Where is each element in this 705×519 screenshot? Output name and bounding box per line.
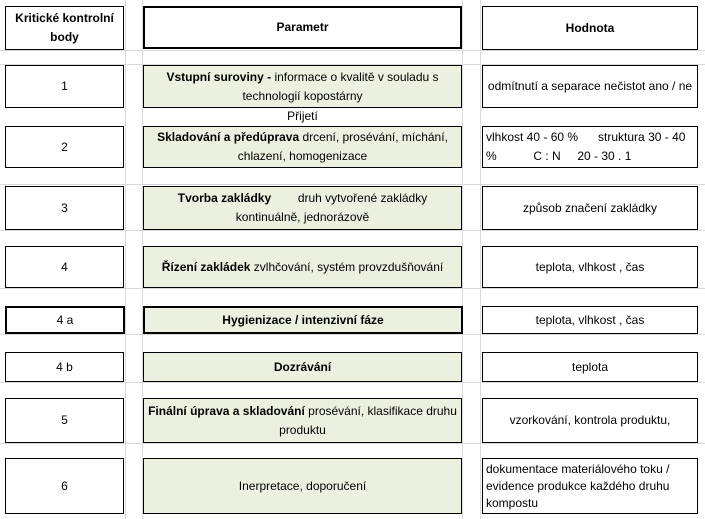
row-3-value bbox=[482, 186, 698, 230]
grid-line bbox=[0, 230, 705, 231]
value-text: teplota bbox=[571, 359, 609, 374]
parameter-text bbox=[148, 68, 457, 106]
between-label: Přijetí bbox=[287, 109, 318, 123]
value-line: evidence produkce každého druhu bbox=[486, 478, 670, 493]
row-3-parameter bbox=[143, 186, 462, 230]
header-parameter bbox=[143, 6, 462, 49]
row-1-id bbox=[5, 65, 124, 108]
parameter-bold: Řízení zakládek bbox=[161, 259, 251, 274]
row-6-id bbox=[5, 458, 124, 514]
parameter-bold: Vstupní suroviny - bbox=[166, 69, 272, 84]
row-4a-value bbox=[482, 306, 698, 334]
row-6-value bbox=[482, 458, 698, 514]
header-checkpoints-label: Kritické kontrolní body bbox=[15, 11, 114, 44]
row-id: 2 bbox=[61, 139, 68, 154]
parameter-text bbox=[162, 258, 443, 277]
parameter-bold: Tvorba zakládky bbox=[177, 191, 272, 205]
parameter-bold: Skladování a předúprava bbox=[157, 130, 300, 144]
parameter-detail: druh vytvořené zakládky kontinuálně, jednorázově bbox=[235, 191, 431, 224]
parameter-detail: zvlhčování, systém provzdušňování bbox=[250, 259, 444, 274]
row-2-parameter bbox=[143, 126, 462, 168]
parameter-detail: prosévání, klasifikace druhu produktu bbox=[279, 403, 457, 437]
parameter-bold: Hygienizace / intenzivní fáze bbox=[222, 312, 384, 327]
row-id: 3 bbox=[61, 200, 68, 215]
grid-line bbox=[0, 334, 705, 335]
row-5-value bbox=[482, 398, 698, 443]
row-6-parameter bbox=[143, 458, 462, 514]
row-4b-value bbox=[482, 352, 698, 382]
grid-line bbox=[0, 443, 705, 444]
grid-line bbox=[480, 0, 481, 519]
value-text: vzorkování, kontrola produktu, bbox=[509, 413, 671, 427]
value-text: způsob značení zakládky bbox=[522, 200, 658, 215]
grid-line bbox=[0, 184, 705, 185]
value-text: odmítnutí a separace nečistot ano / ne bbox=[487, 79, 693, 93]
value-line: vlhkost 40 - 60 % struktura 30 - 40 bbox=[486, 130, 686, 144]
row-id: 1 bbox=[61, 79, 68, 93]
row-1-value bbox=[482, 65, 698, 108]
grid-line bbox=[0, 382, 705, 383]
row-3-id bbox=[5, 186, 124, 230]
row-4a-id bbox=[5, 306, 125, 334]
parameter-detail: Inerpretace, doporučení bbox=[238, 478, 367, 493]
value-text: teplota, vlhkost , čas bbox=[535, 259, 645, 274]
header-value bbox=[482, 6, 698, 50]
row-id: 4 b bbox=[56, 359, 73, 374]
parameter-text bbox=[148, 128, 457, 166]
parameter-detail: drcení, prosévání, míchání, chlazení, homogenizace bbox=[237, 130, 448, 163]
row-5-parameter bbox=[143, 398, 462, 443]
row-4b-id bbox=[5, 352, 124, 382]
row-4-value bbox=[482, 246, 698, 288]
row-2-id bbox=[5, 126, 124, 168]
row-4a-parameter bbox=[143, 306, 463, 334]
header-parameter-label: Parametr bbox=[276, 20, 329, 34]
value-line: % C : N 20 - 30 . 1 bbox=[486, 149, 632, 163]
row-id: 5 bbox=[61, 413, 68, 427]
row-4-parameter bbox=[143, 246, 462, 288]
row-4-id bbox=[5, 246, 124, 288]
value-line: kompostu bbox=[486, 495, 539, 510]
parameter-text bbox=[148, 189, 457, 227]
grid-line bbox=[462, 0, 463, 519]
grid-line bbox=[125, 0, 126, 519]
header-checkpoints bbox=[5, 6, 124, 50]
row-5-id bbox=[5, 398, 124, 443]
parameter-bold: Finální úprava a skladování bbox=[148, 403, 305, 418]
value-line: dokumentace materiálového toku / bbox=[486, 461, 670, 476]
parameter-detail: informace o kvalitě v souladu s technologií kopostárny bbox=[242, 69, 439, 103]
value-text: teplota, vlhkost , čas bbox=[535, 312, 645, 327]
grid-line bbox=[0, 288, 705, 289]
parameter-bold: Dozrávání bbox=[273, 359, 332, 374]
row-2-value bbox=[482, 126, 698, 168]
parameter-text bbox=[148, 402, 457, 440]
header-value-label: Hodnota bbox=[565, 20, 615, 35]
row-4b-parameter bbox=[143, 352, 462, 382]
row-id: 4 bbox=[61, 259, 68, 274]
grid-line bbox=[0, 50, 705, 51]
row-id: 6 bbox=[61, 478, 68, 493]
row-1-parameter bbox=[143, 65, 462, 108]
row-id: 4 a bbox=[56, 312, 74, 327]
